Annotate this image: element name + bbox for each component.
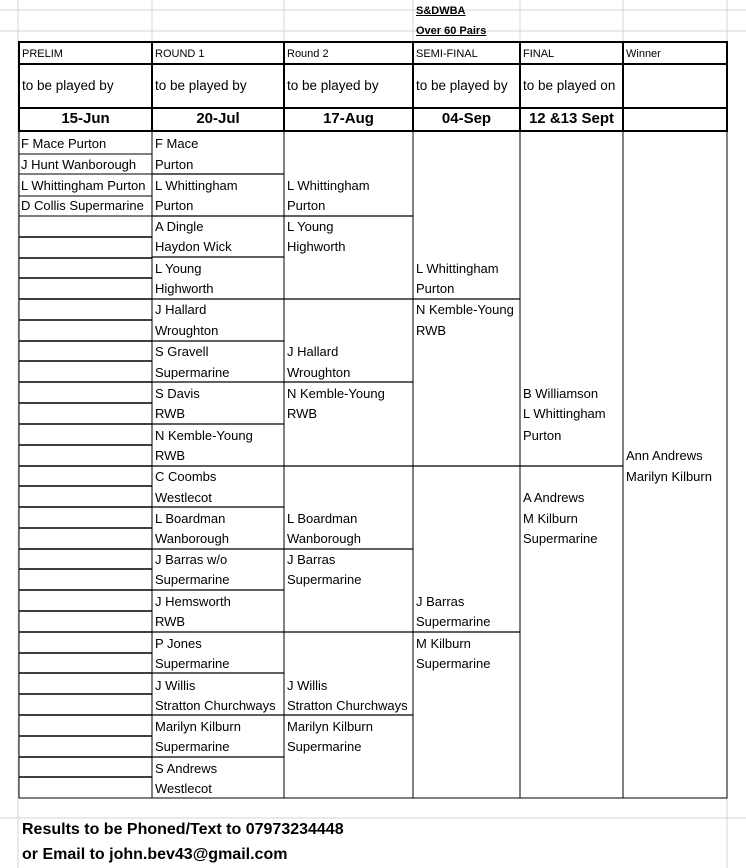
round1-club: RWB bbox=[155, 614, 186, 629]
col-sub-semi: to be played by bbox=[416, 78, 508, 93]
semi-club: Supermarine bbox=[416, 656, 491, 671]
round1-player: S Davis bbox=[155, 386, 200, 401]
footer-email-note: or Email to john.bev43@gmail.com bbox=[22, 846, 288, 863]
col-date-final: 12 &13 Sept bbox=[528, 110, 615, 127]
final-club: Purton bbox=[523, 428, 562, 443]
col-sub-final: to be played on bbox=[523, 78, 616, 93]
round2-player: N Kemble-Young bbox=[287, 386, 385, 401]
event-title: Over 60 Pairs bbox=[416, 25, 487, 37]
col-header-winner: Winner bbox=[626, 48, 661, 60]
round2-player: L Young bbox=[287, 219, 334, 234]
round2-club: Wroughton bbox=[287, 365, 351, 380]
winner-player: Marilyn Kilburn bbox=[626, 469, 712, 484]
round2-player: Marilyn Kilburn bbox=[287, 719, 373, 734]
round2-player: L Boardman bbox=[287, 511, 358, 526]
semi-club: Supermarine bbox=[416, 614, 491, 629]
round2-player: J Willis bbox=[287, 678, 328, 693]
round1-player: A Dingle bbox=[155, 219, 204, 234]
semi-player: J Barras bbox=[416, 594, 465, 609]
round1-player: L Whittingham bbox=[155, 178, 238, 193]
round2-club: RWB bbox=[287, 406, 318, 421]
org-title: S&DWBA bbox=[416, 5, 466, 17]
round1-player: S Andrews bbox=[155, 761, 218, 776]
round1-club: Wroughton bbox=[155, 323, 219, 338]
round1-club: Haydon Wick bbox=[155, 239, 232, 254]
round1-club: Stratton Churchways bbox=[155, 698, 276, 713]
round1-player: F Mace bbox=[155, 136, 199, 151]
round1-club: Supermarine bbox=[155, 572, 230, 587]
semi-player: M Kilburn bbox=[416, 636, 471, 651]
round2-player: J Barras bbox=[287, 552, 336, 567]
round2-club: Supermarine bbox=[287, 739, 362, 754]
semi-club: Purton bbox=[416, 281, 455, 296]
round1-club: Westlecot bbox=[155, 781, 212, 796]
col-date-round1: 20-Jul bbox=[196, 110, 240, 127]
round2-club: Supermarine bbox=[287, 572, 362, 587]
round1-club: Supermarine bbox=[155, 656, 230, 671]
col-header-round1: ROUND 1 bbox=[155, 48, 205, 60]
round1-player: L Young bbox=[155, 261, 202, 276]
round1-player: S Gravell bbox=[155, 344, 209, 359]
prelim-entry: D Collis Supermarine bbox=[21, 198, 144, 213]
prelim-entry: L Whittingham Purton bbox=[21, 178, 146, 193]
col-date-prelim: 15-Jun bbox=[61, 110, 110, 127]
col-date-semi: 04-Sep bbox=[441, 110, 492, 127]
round1-player: J Hallard bbox=[155, 302, 207, 317]
col-sub-round1: to be played by bbox=[155, 78, 247, 93]
round1-player: P Jones bbox=[155, 636, 202, 651]
winner-player: Ann Andrews bbox=[626, 448, 703, 463]
round1-player: J Willis bbox=[155, 678, 196, 693]
round1-club: Wanborough bbox=[155, 531, 229, 546]
final-player: B Williamson bbox=[523, 386, 599, 401]
round1-club: Highworth bbox=[155, 281, 214, 296]
round1-club: RWB bbox=[155, 406, 186, 421]
final-player: M Kilburn bbox=[523, 511, 578, 526]
final-club: Supermarine bbox=[523, 531, 598, 546]
footer-phone-note: Results to be Phoned/Text to 07973234448 bbox=[22, 821, 344, 838]
round2-club: Stratton Churchways bbox=[287, 698, 408, 713]
round1-player: Marilyn Kilburn bbox=[155, 719, 241, 734]
round1-player: L Boardman bbox=[155, 511, 226, 526]
round1-club: Supermarine bbox=[155, 739, 230, 754]
col-header-round2: Round 2 bbox=[287, 48, 329, 60]
round1-club: Supermarine bbox=[155, 365, 230, 380]
prelim-entry: F Mace Purton bbox=[21, 136, 107, 151]
round2-club: Highworth bbox=[287, 239, 346, 254]
col-header-semi: SEMI-FINAL bbox=[416, 48, 478, 60]
round1-player: N Kemble-Young bbox=[155, 428, 253, 443]
semi-club: RWB bbox=[416, 323, 447, 338]
col-sub-prelim: to be played by bbox=[22, 78, 114, 93]
prelim-entry: J Hunt Wanborough bbox=[21, 157, 137, 172]
col-sub-round2: to be played by bbox=[287, 78, 379, 93]
final-player: A Andrews bbox=[523, 490, 585, 505]
final-player: L Whittingham bbox=[523, 406, 606, 421]
round1-player: C Coombs bbox=[155, 469, 217, 484]
round1-club: Purton bbox=[155, 198, 194, 213]
round1-club: Purton bbox=[155, 157, 194, 172]
round2-player: J Hallard bbox=[287, 344, 339, 359]
round2-player: L Whittingham bbox=[287, 178, 370, 193]
col-date-round2: 17-Aug bbox=[323, 110, 374, 127]
round1-club: RWB bbox=[155, 448, 186, 463]
round2-club: Purton bbox=[287, 198, 326, 213]
round2-club: Wanborough bbox=[287, 531, 361, 546]
semi-player: N Kemble-Young bbox=[416, 302, 514, 317]
col-header-prelim: PRELIM bbox=[22, 48, 63, 60]
col-header-final: FINAL bbox=[523, 48, 555, 60]
round1-club: Westlecot bbox=[155, 490, 212, 505]
round1-player: J Hemsworth bbox=[155, 594, 231, 609]
round1-player: J Barras w/o bbox=[155, 552, 228, 567]
semi-player: L Whittingham bbox=[416, 261, 499, 276]
